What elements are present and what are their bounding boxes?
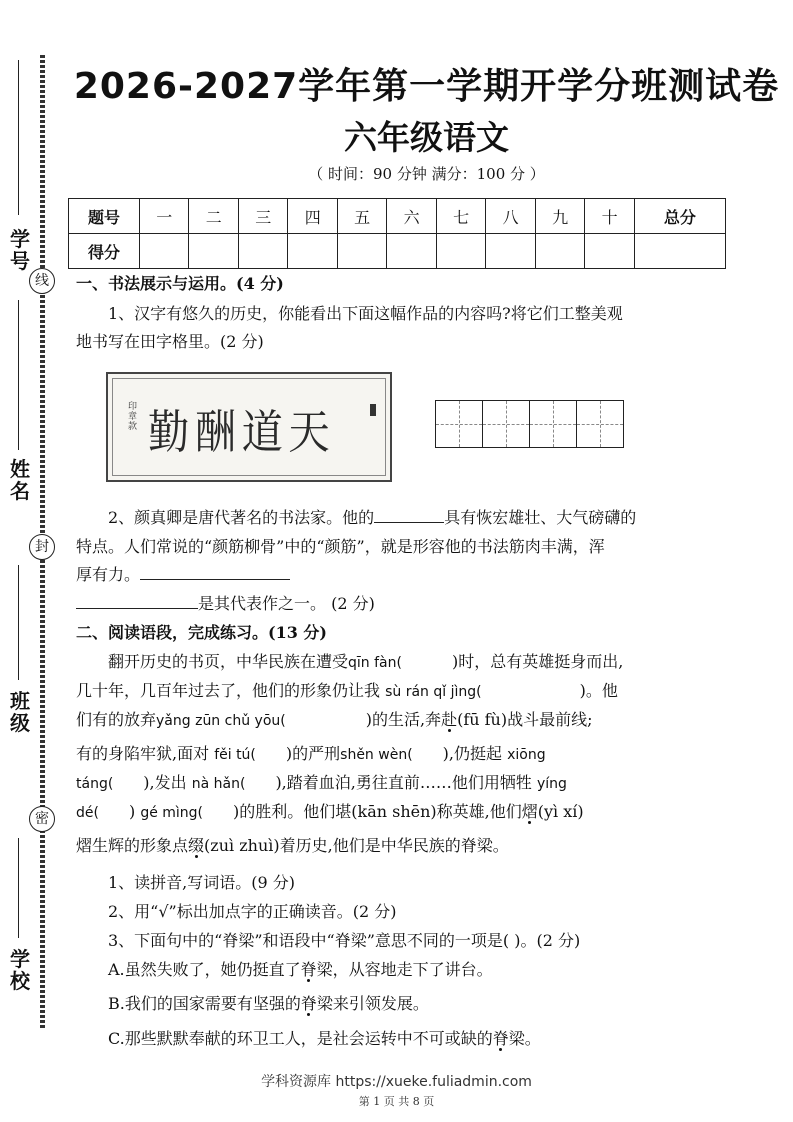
dotted-character: 赴 (441, 710, 458, 729)
score-cell-header: 题号 (69, 199, 140, 234)
name-field[interactable] (18, 300, 19, 450)
score-row-label: 得分 (69, 234, 140, 269)
option-text: C.那些默默奉献的环卫工人，是社会运转中不可或缺的 (108, 1029, 493, 1048)
dotted-character: 脊 (300, 994, 317, 1013)
school-field[interactable] (18, 838, 19, 938)
class-field[interactable] (18, 565, 19, 680)
seal-secret: 密 (29, 806, 55, 832)
passage-text: 几十年，几百年过去了，他们的形象仍让我 (76, 681, 381, 700)
section2-heading: 二、阅读语段，完成练习。(13 分) (76, 623, 327, 642)
passage-line-5 (76, 771, 726, 796)
answer-blank[interactable] (76, 592, 198, 609)
score-table (68, 198, 726, 269)
dotted-character: 缀 (188, 836, 205, 855)
score-cell-header: 三 (238, 199, 287, 234)
passage-text: 们有的放弃 (76, 710, 157, 729)
score-cell-input[interactable] (634, 234, 725, 269)
artist-seal-icon: 印 章 款 (128, 402, 138, 432)
section1-heading: 一、书法展示与运用。(4 分) (76, 274, 284, 293)
tianzige-cell[interactable] (577, 401, 623, 447)
s2-q3: 3、下面句中的“脊梁”和语段中“脊梁”意思不同的一项是( )。(2 分) (108, 931, 581, 950)
pinyin-prompt: qīn fàn( (348, 655, 402, 671)
passage-text: (zuì zhuì)着历史,他们是中华民族的脊梁。 (204, 836, 509, 855)
passage-text: )的严刑 (285, 744, 341, 763)
score-cell-header: 七 (436, 199, 485, 234)
passage-line-3 (76, 708, 726, 733)
score-cell-header: 四 (288, 199, 337, 234)
passage-text: ) (128, 802, 136, 821)
passage-text: 翻开历史的书页，中华民族在遭受 (108, 652, 349, 671)
option-b[interactable] (76, 992, 726, 1016)
red-seal-icon (370, 404, 376, 416)
passage-text: 有的身陷牢狱,面对 (76, 744, 210, 763)
label-class: 班级 (10, 689, 30, 735)
label-school: 学校 (10, 947, 30, 993)
option-a[interactable] (76, 958, 726, 982)
passage-text: )时，总有英雄挺身而出, (451, 652, 624, 671)
passage-line-4 (76, 742, 726, 767)
score-cell-header: 二 (189, 199, 238, 234)
pinyin-prompt: xiōng (507, 747, 546, 763)
option-text: 梁，从容地走下了讲台。 (316, 960, 493, 979)
s2-q2: 2、用“√”标出加点字的正确读音。(2 分) (108, 902, 397, 921)
s1-q2-text-a: 2、颜真卿是唐代著名的书法家。他的 (108, 508, 375, 527)
s1-q1-line1: 1、汉字有悠久的历史，你能看出下面这幅作品的内容吗?将它们工整美观 (108, 304, 623, 323)
tianzige-cell[interactable] (530, 401, 577, 447)
score-cell-header: 总分 (634, 199, 725, 234)
pinyin-prompt: dé( (76, 805, 99, 821)
passage-text: )的胜利。他们堪(kān shēn)称英雄,他们 (233, 802, 522, 821)
score-cell-input[interactable] (486, 234, 535, 269)
s1-q2-text-c: 厚有力。 (76, 565, 141, 584)
dotted-character: 熠 (521, 802, 538, 821)
score-cell-input[interactable] (189, 234, 238, 269)
binding-margin (0, 0, 60, 1122)
calligraphy-artwork (106, 372, 392, 482)
score-cell-header: 五 (337, 199, 386, 234)
score-cell-header: 十 (585, 199, 634, 234)
score-cell-header: 一 (140, 199, 189, 234)
s1-q2-text-d: 是其代表作之一。 (2 分) (198, 594, 375, 613)
pinyin-prompt: sù rán qǐ jìng( (385, 684, 482, 700)
pinyin-prompt: nà hǎn( (191, 776, 246, 792)
label-name: 姓名 (10, 457, 30, 503)
passage-line-6 (76, 800, 726, 825)
passage-text: ),踏着血泊,勇往直前……他们用牺牲 (275, 773, 532, 792)
dotted-character: 脊 (300, 960, 317, 979)
s1-q1-line2: 地书写在田字格里。(2 分) (76, 332, 264, 351)
s1-q2-text-b: 具有恢宏雄壮、大气磅礴的 (444, 508, 637, 527)
score-cell-input[interactable] (436, 234, 485, 269)
passage-text: (yì xí) (537, 802, 584, 821)
score-cell-input[interactable] (140, 234, 189, 269)
passage-line-7 (76, 834, 726, 858)
score-cell-input[interactable] (535, 234, 584, 269)
label-student-id: 学号 (10, 227, 30, 273)
dotted-character: 脊 (492, 1029, 509, 1048)
score-cell-input[interactable] (337, 234, 386, 269)
exam-title: 2026-2027学年第一学期开学分班测试卷 (73, 66, 780, 107)
score-cell-input[interactable] (288, 234, 337, 269)
option-c[interactable] (76, 1027, 726, 1051)
passage-text: (fū fù)战斗最前线; (457, 710, 593, 729)
score-table-header-row (69, 199, 726, 234)
tianzige-cell[interactable] (483, 401, 530, 447)
s1-q2-line1 (76, 506, 726, 530)
passage-text: ),发出 (143, 773, 187, 792)
option-text: 梁。 (508, 1029, 541, 1048)
score-cell-header: 八 (486, 199, 535, 234)
seal-seal: 封 (29, 534, 55, 560)
pinyin-prompt: táng( (76, 776, 114, 792)
score-cell-header: 六 (387, 199, 436, 234)
pinyin-prompt: fěi tú( (214, 747, 256, 763)
pinyin-prompt: shěn wèn( (340, 747, 413, 763)
option-text: B.我们的国家需要有坚强的 (108, 994, 301, 1013)
score-table-score-row (69, 234, 726, 269)
pinyin-prompt: yǎng zūn chǔ yōu( (156, 713, 286, 729)
exam-time-score: （ 时间：90 分钟 满分：100 分 ） (308, 165, 545, 183)
passage-text: 熠生辉的形象点 (76, 836, 189, 855)
seal-line: 线 (29, 268, 55, 294)
s1-q2-line4 (76, 592, 726, 616)
answer-blank[interactable] (374, 506, 444, 523)
option-text: 梁来引领发展。 (316, 994, 429, 1013)
pinyin-prompt: yíng (536, 776, 567, 792)
score-cell-input[interactable] (585, 234, 634, 269)
passage-text: )的生活,奔 (365, 710, 442, 729)
s1-q2-line3 (76, 563, 726, 587)
tianzige-cell[interactable] (436, 401, 483, 447)
answer-blank[interactable] (140, 563, 290, 580)
exam-subtitle: 六年级语文 (344, 118, 509, 157)
tianzige-writing-grid[interactable] (435, 400, 624, 448)
passage-line-2 (76, 679, 726, 704)
calligraphy-characters: 勤酬道天 (148, 405, 336, 459)
score-cell-input[interactable] (387, 234, 436, 269)
score-cell-input[interactable] (238, 234, 287, 269)
passage-text: ),仍挺起 (442, 744, 503, 763)
footer-site: 学科资源库 https://xueke.fuliadmin.com (261, 1074, 532, 1090)
footer-page-number: 第 1 页 共 8 页 (358, 1095, 435, 1108)
s1-q2-line2: 特点。人们常说的“颜筋柳骨”中的“颜筋”，就是形容他的书法筋肉丰满，浑 (76, 537, 605, 556)
s2-q1: 1、读拼音,写词语。(9 分) (108, 873, 296, 892)
score-cell-header: 九 (535, 199, 584, 234)
option-text: A.虽然失败了，她仍挺直了 (108, 960, 301, 979)
passage-line-1 (76, 650, 726, 675)
student-id-field[interactable] (18, 60, 19, 215)
pinyin-prompt: gé mìng( (140, 805, 204, 821)
passage-text: )。他 (579, 681, 618, 700)
